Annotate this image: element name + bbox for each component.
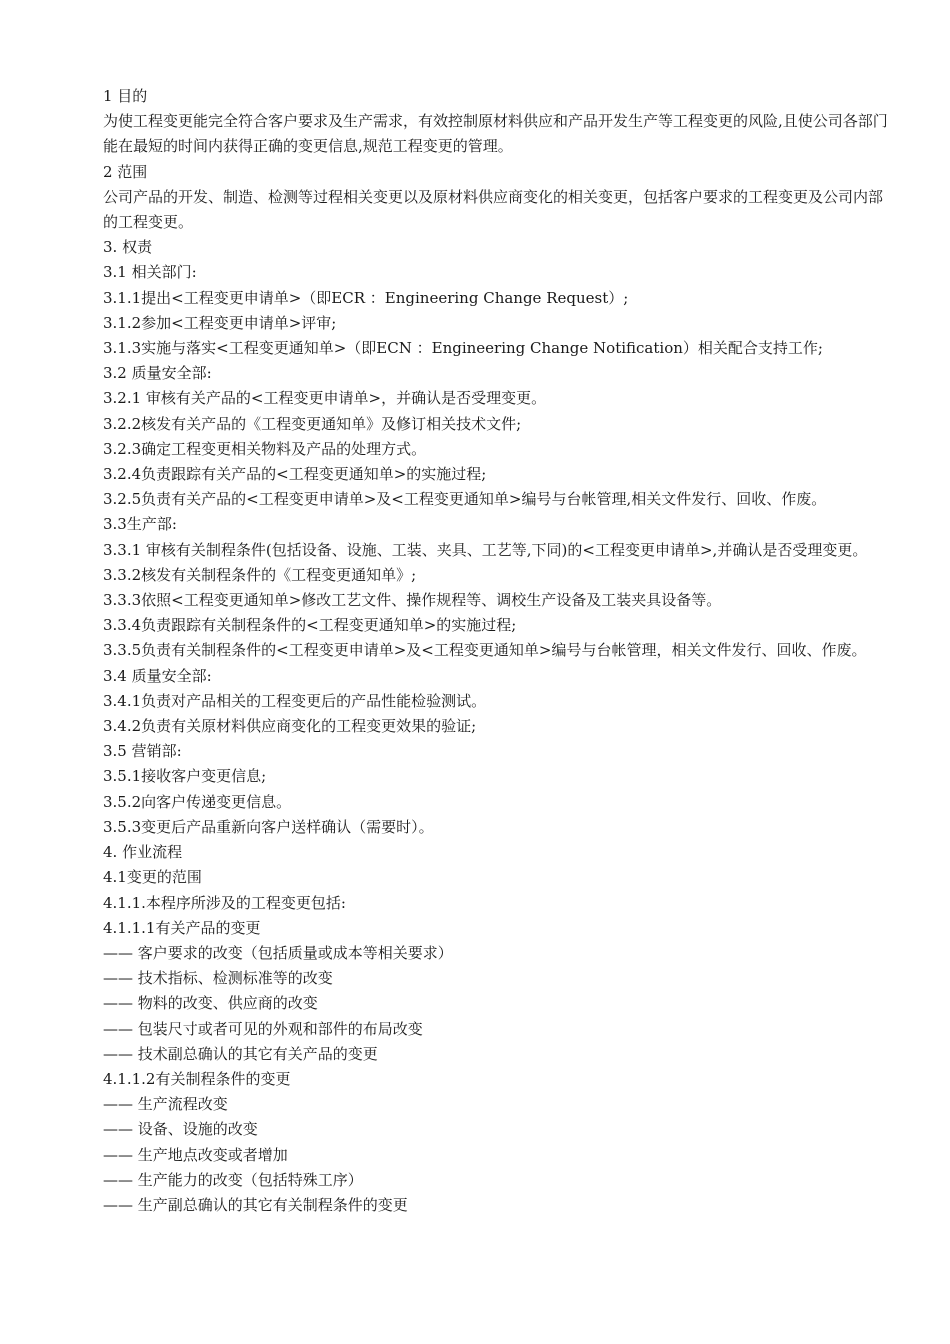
dash-list-item: —— 生产副总确认的其它有关制程条件的变更 <box>103 1195 408 1214</box>
subheading-change-scope: 4.1变更的范围 <box>103 868 202 887</box>
dash-list-item: —— 生产地点改变或者增加 <box>103 1145 288 1164</box>
list-item: 3.2.3确定工程变更相关物料及产品的处理方式。 <box>103 439 427 458</box>
subheading-quality-safety-2: 3.4 质量安全部: <box>103 666 212 685</box>
subheading-production: 3.3生产部: <box>103 515 177 534</box>
list-item: 3.2.5负责有关产品的<工程变更申请单>及<工程变更通知单>编号与台帐管理,相关文件发行、回收、作废。 <box>103 490 827 509</box>
list-item: 3.3.5负责有关制程条件的<工程变更申请单>及<工程变更通知单>编号与台帐管理，相关文件发行、回收、作废。 <box>103 641 867 660</box>
subheading-marketing: 3.5 营销部: <box>103 742 182 761</box>
list-item: 3.3.3依照<工程变更通知单>修改工艺文件、操作规程等、调校生产设备及工装夹具设备等。 <box>103 591 722 610</box>
list-item: 4.1.1.本程序所涉及的工程变更包括: <box>103 893 346 912</box>
section-heading-responsibilities: 3. 权责 <box>103 238 153 257</box>
section-heading-purpose: 1 目的 <box>103 87 148 105</box>
section-heading-scope: 2 范围 <box>103 162 148 181</box>
dash-list-item: —— 包装尺寸或者可见的外观和部件的布局改变 <box>103 1019 423 1038</box>
list-item: 3.1.1提出<工程变更申请单>（即ECR ：Engineering Change Request）; <box>103 288 629 307</box>
subheading-process-changes: 4.1.1.2有关制程条件的变更 <box>103 1069 291 1088</box>
list-item: 3.4.1负责对产品相关的工程变更后的产品性能检验测试。 <box>103 691 487 710</box>
list-item: 3.3.1 审核有关制程条件(包括设备、设施、工装、夹具、工艺等,下同)的<工程变更申请单>,并确认是否受理变更。 <box>103 540 868 559</box>
list-item: 3.4.2负责有关原材料供应商变化的工程变更效果的验证; <box>103 717 477 736</box>
list-item: 3.5.3变更后产品重新向客户送样确认（需要时）。 <box>103 817 434 836</box>
list-item: 3.5.2向客户传递变更信息。 <box>103 792 292 811</box>
dash-list-item: —— 生产流程改变 <box>103 1095 228 1114</box>
dash-list-item: —— 技术副总确认的其它有关产品的变更 <box>103 1044 378 1063</box>
list-item: 3.3.2核发有关制程条件的《工程变更通知单》; <box>103 565 417 584</box>
paragraph-scope: 公司产品的开发、制造、检测等过程相关变更以及原材料供应商变化的相关变更，包括客户要求的工程变更及公司内部的工程变更。 <box>103 187 884 232</box>
section-heading-workflow: 4. 作业流程 <box>103 843 183 862</box>
dash-list-item: —— 设备、设施的改变 <box>103 1120 258 1139</box>
subheading-product-changes: 4.1.1.1有关产品的变更 <box>103 918 261 937</box>
dash-list-item: —— 客户要求的改变（包括质量或成本等相关要求） <box>103 943 453 962</box>
dash-list-item: —— 技术指标、检测标准等的改变 <box>103 969 333 988</box>
list-item: 3.2.4负责跟踪有关产品的<工程变更通知单>的实施过程; <box>103 465 487 484</box>
list-item: 3.1.3实施与落实<工程变更通知单>（即ECN ：Engineering Change Notification）相关配合支持工作; <box>103 339 823 358</box>
dash-list-item: —— 生产能力的改变（包括特殊工序） <box>103 1170 363 1189</box>
subheading-quality-safety: 3.2 质量安全部: <box>103 364 212 383</box>
document-body <box>103 84 893 1218</box>
list-item: 3.2.2核发有关产品的《工程变更通知单》及修订相关技术文件; <box>103 414 522 433</box>
dash-list-item: —— 物料的改变、供应商的改变 <box>103 994 318 1013</box>
paragraph-purpose: 为使工程变更能完全符合客户要求及生产需求，有效控制原材料供应和产品开发生产等工程变更的风险,且使公司各部门能在最短的时间内获得正确的变更信息,规范工程变更的管理。 <box>103 112 888 156</box>
list-item: 3.1.2参加<工程变更申请单>评审; <box>103 313 337 332</box>
subheading-related-departments: 3.1 相关部门: <box>103 263 197 282</box>
list-item: 3.2.1 审核有关产品的<工程变更申请单>，并确认是否受理变更。 <box>103 389 547 408</box>
list-item: 3.3.4负责跟踪有关制程条件的<工程变更通知单>的实施过程; <box>103 616 517 635</box>
list-item: 3.5.1接收客户变更信息; <box>103 767 267 786</box>
